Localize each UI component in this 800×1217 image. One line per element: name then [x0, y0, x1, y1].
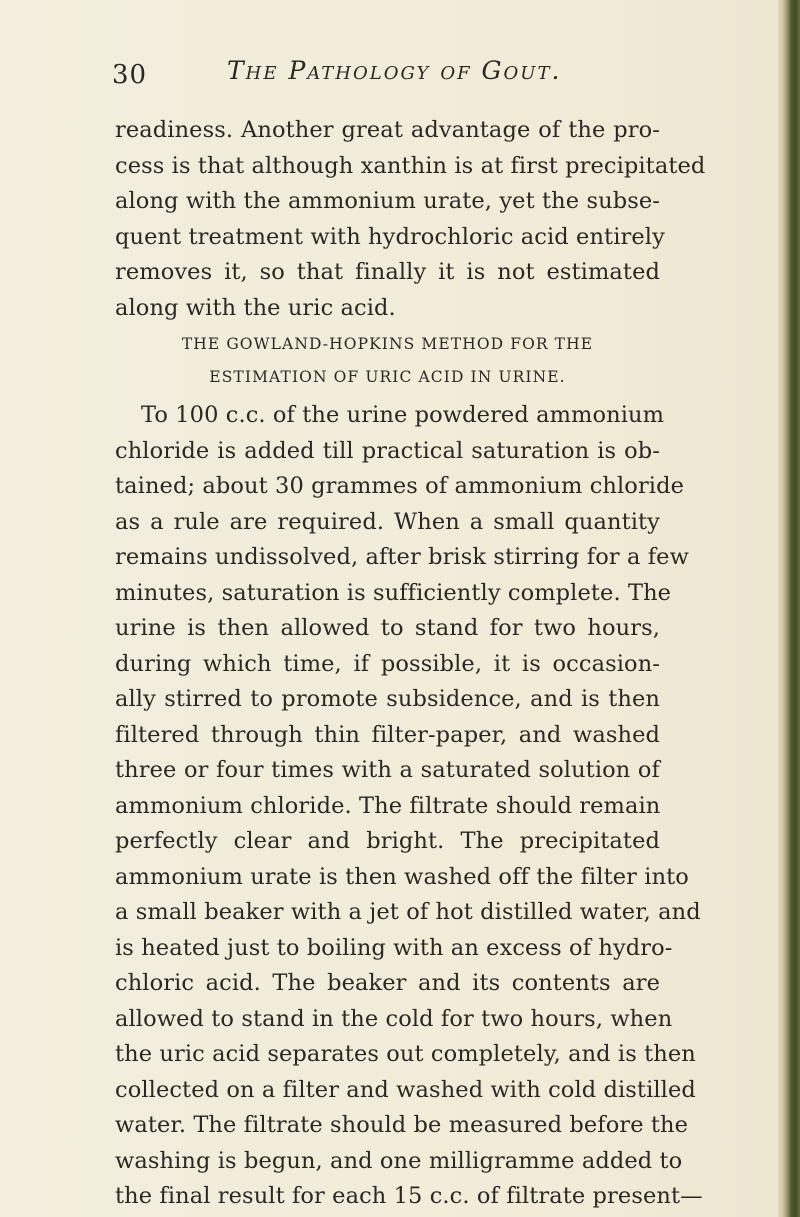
- text-line: chloride is added till practical saturation is ob-: [115, 437, 660, 464]
- running-title: The Pathology of Gout.: [227, 56, 562, 85]
- text-line: To 100 c.c. of the urine powdered ammonium: [141, 402, 665, 428]
- text-line: quent treatment with hydrochloric acid entirely: [115, 223, 665, 250]
- text-line: three or four times with a saturated solution of: [115, 757, 660, 783]
- text-line: urine is then allowed to stand for two hours,: [115, 615, 660, 641]
- text-line: perfectly clear and bright. The precipitated: [115, 828, 660, 854]
- text-line: washing is begun, and one milligramme added to: [115, 1147, 683, 1174]
- text-line: removes it, so that finally it is not estimated: [115, 259, 660, 285]
- text-line: water. The filtrate should be measured before the: [115, 1112, 689, 1138]
- text-line: collected on a filter and washed with cold distilled: [115, 1076, 696, 1103]
- text-line: as a rule are required. When a small quantity: [115, 508, 660, 535]
- text-line: a small beaker with a jet of hot distilled water, and: [115, 899, 701, 925]
- text-line: is heated just to boiling with an excess of hydro-: [115, 934, 673, 961]
- section-heading-line-1: THE GOWLAND-HOPKINS METHOD FOR THE: [181, 335, 594, 353]
- text-line: readiness. Another great advantage of the pro-: [115, 117, 660, 143]
- text-line: ally stirred to promote subsidence, and is then: [115, 686, 660, 712]
- text-line: the final result for each 15 c.c. of filtrate present—: [115, 1183, 703, 1209]
- text-line: remains undissolved, after brisk stirring for a few: [115, 544, 689, 570]
- text-line: cess is that although xanthin is at first precipitated: [115, 152, 706, 179]
- text-line: along with the ammonium urate, yet the subse-: [115, 188, 660, 214]
- text-line: filtered through thin filter-paper, and washed: [115, 721, 660, 748]
- text-line: along with the uric acid.: [115, 294, 396, 321]
- text-line: tained; about 30 grammes of ammonium chloride: [115, 473, 685, 499]
- book-spine-edge: [778, 0, 800, 1217]
- continuation-paragraph: [115, 113, 706, 326]
- text-line: the uric acid separates out completely, and is then: [115, 1041, 696, 1067]
- text-line: minutes, saturation is sufficiently complete. The: [115, 579, 672, 606]
- text-line: chloric acid. The beaker and its contents are: [115, 970, 660, 996]
- section-heading-line-2: ESTIMATION OF URIC ACID IN URINE.: [209, 368, 566, 386]
- method-paragraph: [115, 398, 703, 1215]
- text-line: allowed to stand in the cold for two hours, when: [115, 1005, 673, 1032]
- text-line: ammonium urate is then washed off the filter into: [115, 863, 689, 890]
- text-line: during which time, if possible, it is occasion-: [115, 650, 660, 677]
- running-head: [112, 56, 672, 96]
- text-line: ammonium chloride. The filtrate should remain: [115, 792, 661, 819]
- section-heading: [115, 328, 660, 394]
- page-number: 30: [112, 60, 148, 90]
